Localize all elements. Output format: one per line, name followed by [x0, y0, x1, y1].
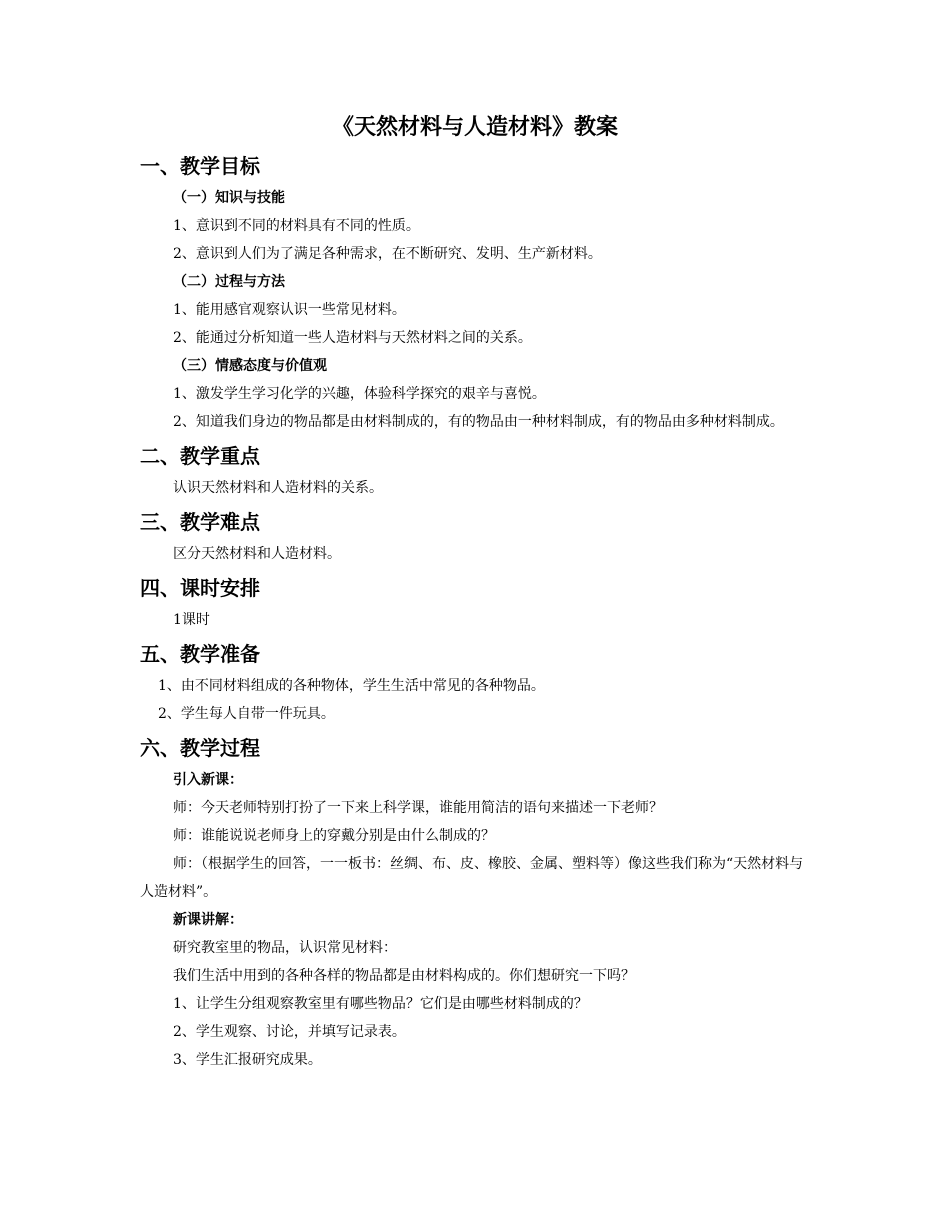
section-heading-process: 六、教学过程: [140, 736, 260, 760]
subsection-heading-process: （二）过程与方法: [173, 274, 285, 290]
paragraph: 1、能用感官观察认识一些常见材料。: [173, 302, 406, 318]
document-title: 《天然材料与人造材料》教案: [331, 115, 618, 140]
subsection-heading-intro: 引入新课：: [173, 772, 243, 788]
document-page: [140, 110, 810, 1074]
paragraph: 我们生活中用到的各种各样的物品都是由材料构成的。你们想研究一下吗？: [173, 968, 635, 984]
section-heading-schedule: 四、课时安排: [140, 576, 260, 600]
paragraph: 1、激发学生学习化学的兴趣，体验科学探究的艰辛与喜悦。: [173, 386, 546, 402]
paragraph: 研究教室里的物品，认识常见材料：: [173, 940, 397, 956]
subsection-heading-attitude: （三）情感态度与价值观: [173, 358, 327, 374]
subsection-heading-lesson: 新课讲解：: [173, 912, 243, 928]
paragraph: 2、意识到人们为了满足各种需求，在不断研究、发明、生产新材料。: [173, 246, 602, 262]
paragraph: 2、学生观察、讨论，并填写记录表。: [173, 1024, 406, 1040]
paragraph: 3、学生汇报研究成果。: [173, 1052, 322, 1068]
paragraph: 2、知道我们身边的物品都是由材料制成的，有的物品由一种材料制成，有的物品由多种材料制成。: [173, 414, 784, 430]
section-heading-preparation: 五、教学准备: [140, 642, 260, 666]
paragraph: 1、让学生分组观察教室里有哪些物品？它们是由哪些材料制成的？: [173, 996, 588, 1012]
paragraph: 2、学生每人自带一件玩具。: [158, 706, 335, 722]
paragraph: 区分天然材料和人造材料。: [173, 546, 341, 562]
paragraph: 1、意识到不同的材料具有不同的性质。: [173, 218, 420, 234]
paragraph: 认识天然材料和人造材料的关系。: [173, 480, 383, 496]
paragraph: 1、由不同材料组成的各种物体，学生生活中常见的各种物品。: [158, 678, 545, 694]
paragraph: 师：（根据学生的回答，一一板书：丝绸、布、皮、橡胶、金属、塑料等）像这些我们称为“天然材料与人造材料”。: [140, 856, 804, 900]
subsection-heading-knowledge: （一）知识与技能: [173, 190, 285, 206]
paragraph: 2、能通过分析知道一些人造材料与天然材料之间的关系。: [173, 330, 532, 346]
section-heading-objectives: 一、教学目标: [140, 154, 260, 178]
section-heading-difficulties: 三、教学难点: [140, 510, 260, 534]
paragraph: 师：谁能说说老师身上的穿戴分别是由什么制成的？: [173, 828, 495, 844]
section-heading-key-points: 二、教学重点: [140, 444, 260, 468]
paragraph: 师：今天老师特别打扮了一下来上科学课，谁能用简洁的语句来描述一下老师？: [173, 800, 663, 816]
paragraph: 1课时: [173, 612, 210, 628]
